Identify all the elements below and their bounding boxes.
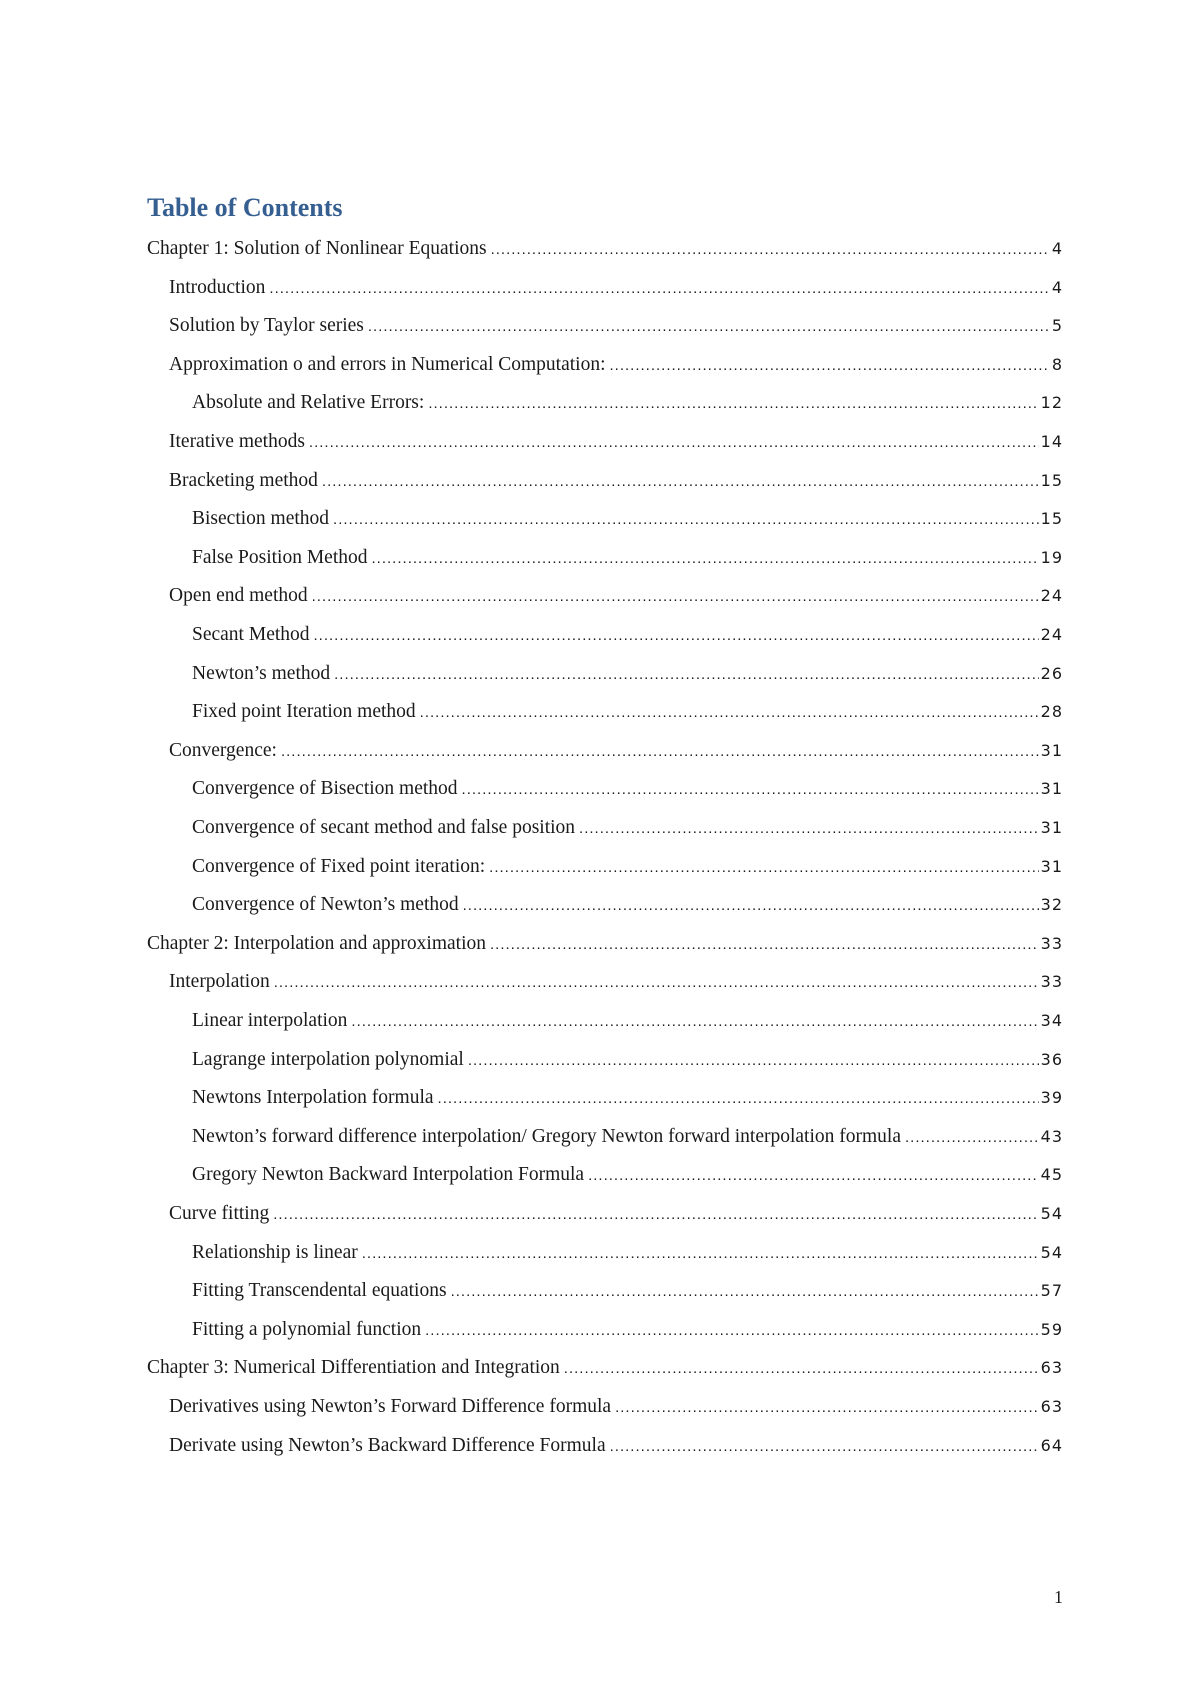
toc-entry-page: 57 bbox=[1040, 1281, 1063, 1301]
toc-entry-page: 32 bbox=[1040, 895, 1063, 915]
toc-entry-page: 31 bbox=[1040, 818, 1063, 837]
dot-leader bbox=[489, 859, 1038, 876]
toc-entry[interactable] bbox=[169, 354, 1063, 384]
dot-leader bbox=[273, 1206, 1038, 1223]
dot-leader bbox=[451, 1283, 1039, 1300]
toc-entry-page: 15 bbox=[1040, 470, 1063, 490]
toc-entry-text: Newtons Interpolation formula bbox=[192, 1087, 434, 1109]
toc-entry[interactable] bbox=[192, 817, 1063, 847]
toc-entry-text: Approximation o and errors in Numerical Computation: bbox=[169, 353, 606, 375]
toc-entry-text: Convergence: bbox=[169, 739, 277, 761]
dot-leader bbox=[490, 936, 1039, 953]
dot-leader bbox=[610, 357, 1050, 374]
dot-leader bbox=[322, 473, 1039, 490]
dot-leader bbox=[905, 1129, 1039, 1146]
toc-entry[interactable] bbox=[192, 856, 1063, 886]
dot-leader bbox=[334, 666, 1039, 683]
dot-leader bbox=[438, 1090, 1039, 1107]
toc-entry-page: 45 bbox=[1040, 1165, 1063, 1185]
toc-entry-page: 8 bbox=[1051, 354, 1063, 374]
dot-leader bbox=[274, 974, 1039, 991]
toc-entry-text: Introduction bbox=[169, 276, 266, 298]
toc-entry-text: Open end method bbox=[169, 585, 308, 607]
toc-entry-text: Chapter 3: Numerical Differentiation and Integration bbox=[147, 1357, 560, 1379]
toc-entry-page: 36 bbox=[1040, 1049, 1063, 1069]
dot-leader bbox=[351, 1013, 1038, 1030]
dot-leader bbox=[491, 241, 1050, 258]
dot-leader bbox=[462, 781, 1039, 798]
toc-entry[interactable] bbox=[192, 547, 1063, 577]
toc-entry[interactable] bbox=[192, 1010, 1063, 1040]
toc-entry[interactable] bbox=[192, 1126, 1063, 1156]
dot-leader bbox=[362, 1245, 1039, 1262]
dot-leader bbox=[309, 434, 1039, 451]
toc-entry[interactable] bbox=[192, 894, 1063, 924]
toc-entry[interactable] bbox=[192, 508, 1063, 538]
toc-entry[interactable] bbox=[192, 701, 1063, 731]
toc-entry[interactable] bbox=[169, 431, 1063, 461]
toc-entry-text: Solution by Taylor series bbox=[169, 315, 364, 337]
toc-entry-page: 4 bbox=[1051, 277, 1063, 297]
toc-entry-text: Fitting Transcendental equations bbox=[192, 1280, 447, 1302]
toc-entry[interactable] bbox=[169, 277, 1063, 307]
dot-leader bbox=[588, 1167, 1039, 1184]
dot-leader bbox=[312, 588, 1039, 605]
dot-leader bbox=[463, 897, 1039, 914]
toc-title: Table of Contents bbox=[147, 193, 343, 222]
toc-entry[interactable] bbox=[192, 392, 1063, 422]
toc-entry-page: 15 bbox=[1040, 509, 1063, 529]
toc-entry[interactable] bbox=[192, 663, 1063, 693]
toc-entry-page: 24 bbox=[1040, 586, 1063, 606]
toc-entry-text: Derivate using Newton’s Backward Difference Formula bbox=[169, 1434, 606, 1456]
toc-entry-page: 24 bbox=[1040, 625, 1063, 644]
dot-leader bbox=[564, 1360, 1039, 1377]
toc-entry[interactable] bbox=[169, 315, 1063, 345]
toc-entry-text: Gregory Newton Backward Interpolation Formula bbox=[192, 1164, 585, 1186]
toc-entry-page: 12 bbox=[1040, 393, 1063, 413]
toc-entry-text: Interpolation bbox=[169, 971, 270, 993]
toc-entry-page: 63 bbox=[1040, 1358, 1063, 1378]
toc-entry-text: Newton’s method bbox=[192, 662, 331, 684]
toc-entry-text: Convergence of Fixed point iteration: bbox=[192, 855, 486, 877]
dot-leader bbox=[615, 1399, 1039, 1416]
toc-entry-text: Relationship is linear bbox=[192, 1241, 358, 1263]
toc-entry-page: 54 bbox=[1040, 1204, 1063, 1223]
dot-leader bbox=[425, 1322, 1039, 1339]
toc-entry-page: 5 bbox=[1051, 316, 1063, 336]
toc-entry-page: 59 bbox=[1040, 1319, 1063, 1339]
toc-entry[interactable] bbox=[169, 971, 1063, 1001]
toc-entry-text: Absolute and Relative Errors: bbox=[192, 392, 425, 414]
toc-entry-text: Chapter 2: Interpolation and approximation bbox=[147, 932, 486, 954]
dot-leader bbox=[468, 1052, 1039, 1069]
dot-leader bbox=[269, 280, 1049, 297]
toc-entry-text: Convergence of Bisection method bbox=[192, 778, 458, 800]
toc-entry-page: 26 bbox=[1040, 663, 1063, 683]
toc-entry-page: 14 bbox=[1040, 432, 1063, 451]
toc-entry[interactable] bbox=[169, 740, 1063, 770]
toc-entry[interactable] bbox=[192, 1242, 1063, 1272]
toc-entry[interactable] bbox=[147, 238, 1063, 268]
toc-entry-page: 54 bbox=[1040, 1242, 1063, 1262]
toc-entry-text: Bisection method bbox=[192, 508, 330, 530]
toc-entry-page: 31 bbox=[1040, 779, 1063, 799]
toc-entry-page: 64 bbox=[1040, 1435, 1063, 1455]
dot-leader bbox=[368, 318, 1050, 335]
toc-entry[interactable] bbox=[192, 1164, 1063, 1194]
toc-entry[interactable] bbox=[192, 624, 1063, 654]
toc-entry-text: Iterative methods bbox=[169, 431, 305, 452]
toc-entry[interactable] bbox=[169, 1435, 1063, 1465]
toc-entry-text: Curve fitting bbox=[169, 1203, 270, 1224]
toc-entry[interactable] bbox=[169, 585, 1063, 615]
toc-entry-page: 33 bbox=[1040, 972, 1063, 992]
toc-entry[interactable] bbox=[169, 1396, 1063, 1426]
dot-leader bbox=[372, 550, 1039, 567]
toc-entry-page: 31 bbox=[1040, 740, 1063, 760]
toc-entry[interactable] bbox=[169, 1203, 1063, 1233]
toc-entry-text: Fixed point Iteration method bbox=[192, 701, 416, 723]
toc-entry-text: Convergence of Newton’s method bbox=[192, 894, 459, 916]
toc-entry-text: Lagrange interpolation polynomial bbox=[192, 1048, 464, 1070]
toc-entry-page: 28 bbox=[1040, 702, 1063, 722]
toc-entry-page: 33 bbox=[1040, 933, 1063, 953]
toc-entry-text: Bracketing method bbox=[169, 469, 318, 491]
toc-entry-text: Derivatives using Newton’s Forward Difference formula bbox=[169, 1396, 612, 1417]
toc-entry[interactable] bbox=[192, 1049, 1063, 1079]
dot-leader bbox=[428, 395, 1038, 412]
toc-entry-text: Secant Method bbox=[192, 624, 310, 645]
toc-entry-page: 34 bbox=[1040, 1011, 1063, 1030]
toc-entry-page: 31 bbox=[1040, 856, 1063, 876]
toc-entry-text: False Position Method bbox=[192, 546, 368, 568]
dot-leader bbox=[333, 511, 1039, 528]
toc-entry[interactable] bbox=[192, 1087, 1063, 1117]
dot-leader bbox=[314, 627, 1039, 644]
toc-entry-text: Convergence of secant method and false position bbox=[192, 817, 576, 838]
toc-entry[interactable] bbox=[192, 778, 1063, 808]
dot-leader bbox=[610, 1438, 1039, 1455]
page-number: 1 bbox=[1054, 1587, 1063, 1607]
toc-entry[interactable] bbox=[169, 470, 1063, 500]
toc-entry-text: Fitting a polynomial function bbox=[192, 1318, 422, 1340]
toc-entry-text: Chapter 1: Solution of Nonlinear Equations bbox=[147, 238, 487, 259]
toc-entry[interactable] bbox=[147, 933, 1063, 963]
toc-entry[interactable] bbox=[192, 1319, 1063, 1349]
dot-leader bbox=[420, 704, 1039, 721]
toc-entry-text: Newton’s forward difference interpolation/ Gregory Newton forward interpolation formula bbox=[192, 1125, 901, 1147]
dot-leader bbox=[281, 743, 1039, 760]
toc-entry[interactable] bbox=[147, 1357, 1063, 1387]
toc-entry[interactable] bbox=[192, 1280, 1063, 1310]
toc-entry-page: 63 bbox=[1040, 1397, 1063, 1416]
toc-entry-page: 19 bbox=[1040, 547, 1063, 567]
toc-entry-page: 39 bbox=[1040, 1088, 1063, 1108]
toc-entry-text: Linear interpolation bbox=[192, 1010, 348, 1031]
toc-entry-page: 43 bbox=[1040, 1126, 1063, 1146]
dot-leader bbox=[579, 820, 1039, 837]
toc-entry-page: 4 bbox=[1051, 239, 1063, 258]
